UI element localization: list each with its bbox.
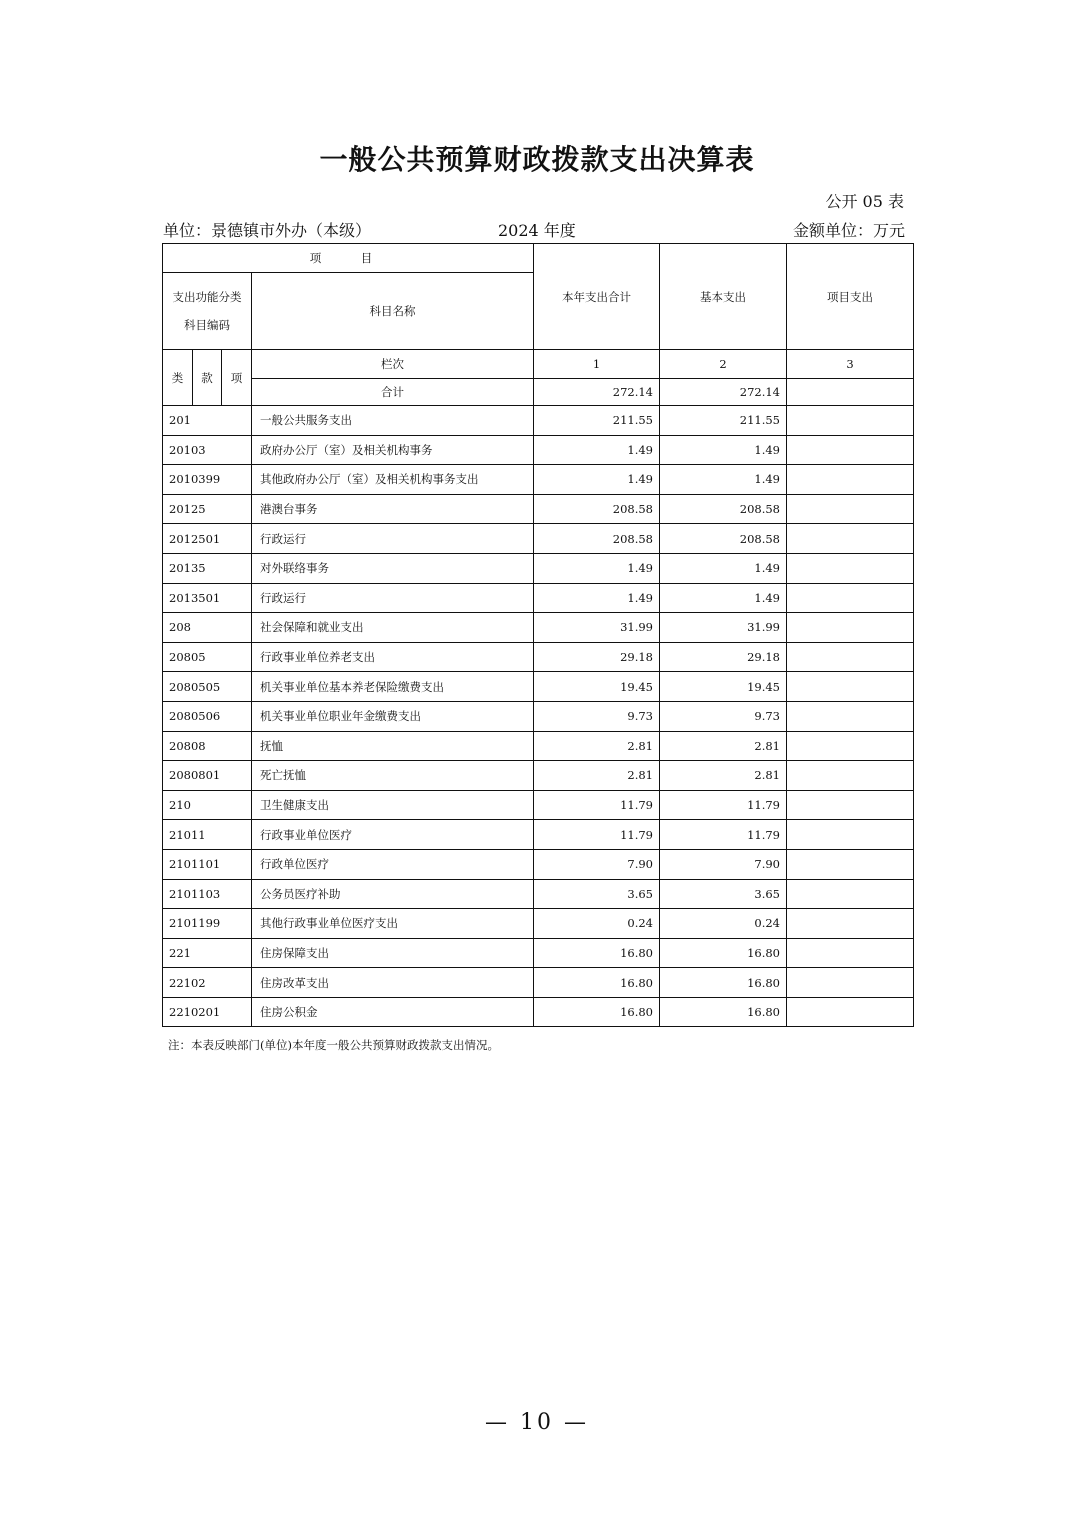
row-total: 208.58	[534, 524, 660, 554]
sum-basic: 272.14	[660, 379, 787, 406]
row-code: 20805	[163, 642, 252, 672]
row-basic: 208.58	[660, 524, 787, 554]
row-project	[787, 642, 914, 672]
row-project	[787, 909, 914, 939]
row-name: 住房公积金	[252, 997, 534, 1027]
header-code-line1: 支出功能分类	[172, 290, 242, 304]
sum-total: 272.14	[534, 379, 660, 406]
row-code: 2080505	[163, 672, 252, 702]
row-project	[787, 849, 914, 879]
row-basic: 1.49	[660, 435, 787, 465]
row-basic: 7.90	[660, 849, 787, 879]
row-basic: 16.80	[660, 938, 787, 968]
row-code: 21011	[163, 820, 252, 850]
row-total: 1.49	[534, 435, 660, 465]
header-basic: 基本支出	[660, 244, 787, 350]
row-total: 1.49	[534, 583, 660, 613]
row-total: 1.49	[534, 465, 660, 495]
table-row	[163, 583, 914, 613]
row-name: 政府办公厅（室）及相关机构事务	[252, 435, 534, 465]
row-code: 2080506	[163, 701, 252, 731]
table-meta	[163, 218, 905, 240]
row-name: 机关事业单位基本养老保险缴费支出	[252, 672, 534, 702]
row-basic: 31.99	[660, 613, 787, 643]
row-code: 20135	[163, 553, 252, 583]
row-name: 抚恤	[252, 731, 534, 761]
row-basic: 211.55	[660, 406, 787, 436]
column-index-3: 3	[787, 350, 914, 379]
row-code: 2080801	[163, 761, 252, 791]
row-code: 2012501	[163, 524, 252, 554]
row-basic: 0.24	[660, 909, 787, 939]
row-name: 机关事业单位职业年金缴费支出	[252, 701, 534, 731]
row-code: 20808	[163, 731, 252, 761]
page-title: 一般公共预算财政拨款支出决算表	[319, 143, 755, 176]
row-code: 221	[163, 938, 252, 968]
row-total: 11.79	[534, 790, 660, 820]
header-total: 本年支出合计	[534, 244, 660, 350]
row-project	[787, 968, 914, 998]
row-total: 0.24	[534, 909, 660, 939]
row-total: 31.99	[534, 613, 660, 643]
footnote: 注：本表反映部门(单位)本年度一般公共预算财政拨款支出情况。	[168, 1038, 499, 1052]
row-basic: 1.49	[660, 553, 787, 583]
row-name: 卫生健康支出	[252, 790, 534, 820]
row-total: 16.80	[534, 968, 660, 998]
row-code: 201	[163, 406, 252, 436]
row-name: 其他政府办公厅（室）及相关机构事务支出	[252, 465, 534, 495]
budget-table	[162, 243, 914, 1027]
row-basic: 2.81	[660, 761, 787, 791]
row-code: 210	[163, 790, 252, 820]
row-name: 一般公共服务支出	[252, 406, 534, 436]
header-kuan: 款	[193, 350, 222, 406]
row-total: 208.58	[534, 494, 660, 524]
row-name: 港澳台事务	[252, 494, 534, 524]
header-code	[163, 273, 252, 350]
row-project	[787, 672, 914, 702]
row-name: 公务员医疗补助	[252, 879, 534, 909]
year-label: 2024 年度	[498, 221, 576, 240]
row-name: 行政事业单位养老支出	[252, 642, 534, 672]
header-item: 项 目	[163, 244, 534, 273]
row-basic: 9.73	[660, 701, 787, 731]
row-name: 死亡抚恤	[252, 761, 534, 791]
table-row	[163, 465, 914, 495]
table-row	[163, 968, 914, 998]
row-basic: 1.49	[660, 583, 787, 613]
table-row	[163, 613, 914, 643]
table-row	[163, 761, 914, 791]
row-code: 20103	[163, 435, 252, 465]
table-row	[163, 524, 914, 554]
row-name: 社会保障和就业支出	[252, 613, 534, 643]
row-total: 2.81	[534, 761, 660, 791]
row-name: 行政运行	[252, 583, 534, 613]
row-code: 2010399	[163, 465, 252, 495]
row-basic: 3.65	[660, 879, 787, 909]
row-project	[787, 406, 914, 436]
header-name: 科目名称	[252, 273, 534, 350]
column-index-1: 1	[534, 350, 660, 379]
header-xiang: 项	[222, 350, 252, 406]
row-code: 208	[163, 613, 252, 643]
table-row	[163, 553, 914, 583]
row-name: 其他行政事业单位医疗支出	[252, 909, 534, 939]
row-total: 2.81	[534, 731, 660, 761]
row-total: 211.55	[534, 406, 660, 436]
row-project	[787, 583, 914, 613]
row-project	[787, 701, 914, 731]
table-row	[163, 820, 914, 850]
row-total: 19.45	[534, 672, 660, 702]
row-name: 住房改革支出	[252, 968, 534, 998]
table-row	[163, 701, 914, 731]
row-basic: 29.18	[660, 642, 787, 672]
row-project	[787, 553, 914, 583]
row-total: 16.80	[534, 997, 660, 1027]
row-project	[787, 465, 914, 495]
table-row	[163, 909, 914, 939]
row-code: 2210201	[163, 997, 252, 1027]
sum-project	[787, 379, 914, 406]
row-project	[787, 790, 914, 820]
row-project	[787, 879, 914, 909]
table-row	[163, 672, 914, 702]
header-code-line2: 科目编码	[184, 318, 230, 332]
header-project: 项目支出	[787, 244, 914, 350]
row-code: 2101103	[163, 879, 252, 909]
table-row	[163, 938, 914, 968]
row-basic: 19.45	[660, 672, 787, 702]
row-code: 22102	[163, 968, 252, 998]
row-project	[787, 820, 914, 850]
sum-label: 合计	[252, 379, 534, 406]
row-basic: 2.81	[660, 731, 787, 761]
row-total: 29.18	[534, 642, 660, 672]
column-index-label: 栏次	[252, 350, 534, 379]
table-row	[163, 406, 914, 436]
row-project	[787, 524, 914, 554]
row-total: 3.65	[534, 879, 660, 909]
row-project	[787, 613, 914, 643]
column-index-2: 2	[660, 350, 787, 379]
table-row	[163, 642, 914, 672]
table-row	[163, 879, 914, 909]
row-project	[787, 494, 914, 524]
row-basic: 208.58	[660, 494, 787, 524]
row-name: 对外联络事务	[252, 553, 534, 583]
row-total: 1.49	[534, 553, 660, 583]
row-code: 20125	[163, 494, 252, 524]
row-total: 9.73	[534, 701, 660, 731]
table-row	[163, 790, 914, 820]
table-row	[163, 997, 914, 1027]
row-basic: 16.80	[660, 997, 787, 1027]
row-basic: 16.80	[660, 968, 787, 998]
row-project	[787, 938, 914, 968]
row-basic: 1.49	[660, 465, 787, 495]
page-number: — 10 —	[485, 1410, 589, 1435]
row-project	[787, 731, 914, 761]
row-name: 行政运行	[252, 524, 534, 554]
row-total: 16.80	[534, 938, 660, 968]
table-row	[163, 494, 914, 524]
header-lei: 类	[163, 350, 193, 406]
row-project	[787, 761, 914, 791]
row-total: 11.79	[534, 820, 660, 850]
row-code: 2013501	[163, 583, 252, 613]
amount-unit-label: 金额单位：万元	[792, 221, 905, 240]
row-total: 7.90	[534, 849, 660, 879]
row-name: 行政事业单位医疗	[252, 820, 534, 850]
form-number: 公开 05 表	[825, 192, 904, 211]
unit-label: 单位：景德镇市外办（本级）	[163, 221, 372, 240]
row-project	[787, 997, 914, 1027]
table-row	[163, 435, 914, 465]
row-code: 2101101	[163, 849, 252, 879]
row-basic: 11.79	[660, 790, 787, 820]
row-project	[787, 435, 914, 465]
table-row	[163, 731, 914, 761]
row-basic: 11.79	[660, 820, 787, 850]
table-row	[163, 849, 914, 879]
row-name: 住房保障支出	[252, 938, 534, 968]
row-name: 行政单位医疗	[252, 849, 534, 879]
row-code: 2101199	[163, 909, 252, 939]
